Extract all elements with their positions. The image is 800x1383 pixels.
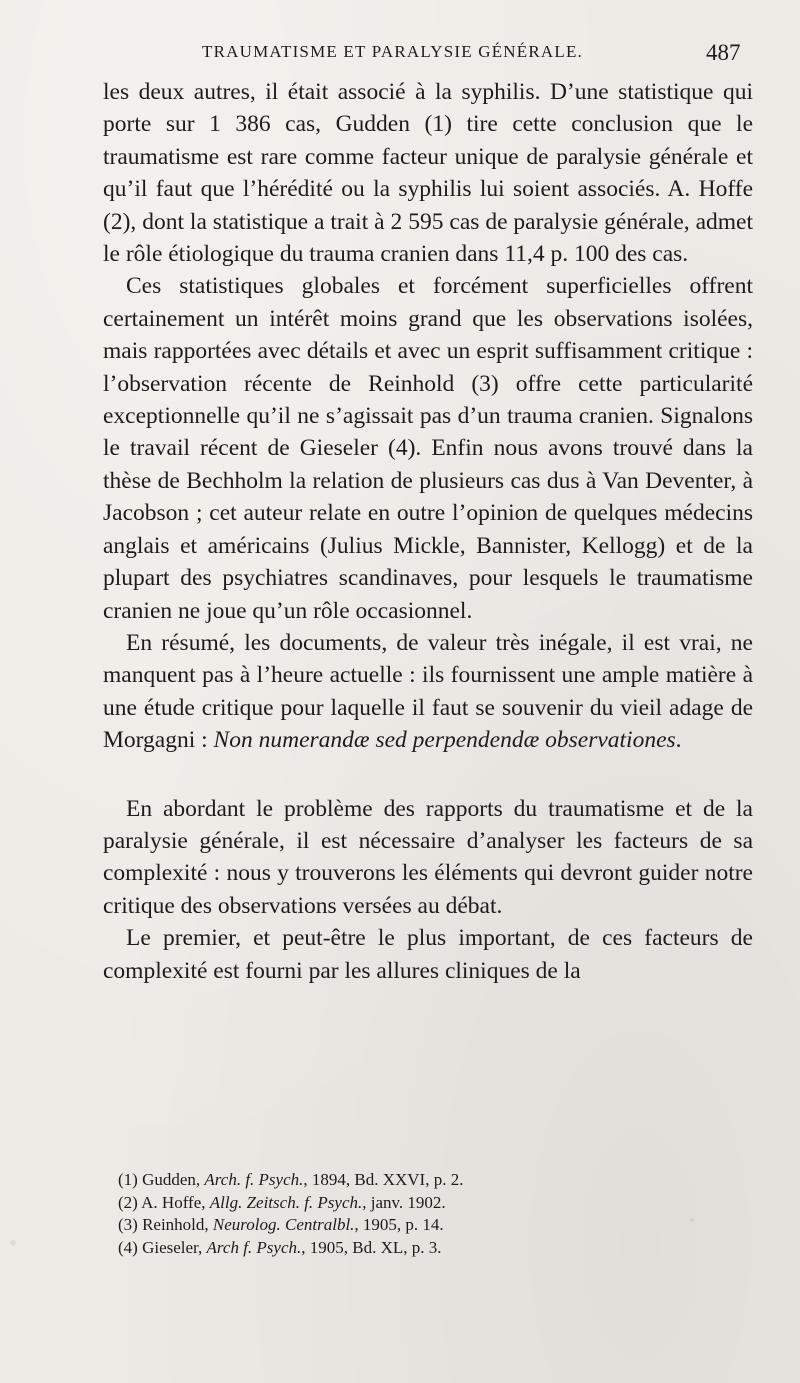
footnote-2-author: (2) A. Hoffe, (118, 1192, 210, 1212)
paper-speck (10, 1240, 16, 1246)
footnote-4 (118, 1237, 738, 1260)
paragraph-5-text: Le premier, et peut-être le plus important, de ces facteurs de complexité est fourni par les allures cliniques de la (103, 925, 753, 984)
footnote-1-ref: , 1894, Bd. XXVI, p. 2. (303, 1170, 464, 1189)
footnote-1-author: (1) Gudden, (118, 1170, 205, 1189)
page-header (0, 40, 800, 76)
footnote-4-author: (4) Gieseler, (118, 1237, 207, 1257)
paragraph-3-end: . (675, 727, 682, 754)
paragraph-2 (103, 270, 753, 626)
page-number: 487 (706, 40, 741, 65)
footnote-2 (118, 1192, 738, 1215)
footnote-3 (118, 1214, 738, 1237)
paragraph-3-text: En résumé, les documents, de valeur très inégale, il est vrai, ne manquent pas à l’heure actuelle : ils fournissent une ample matière à une étude critique pour laquelle il faut se souvenir du vieil adage de Morgagni : (103, 629, 753, 754)
footnote-2-ref: , janv. 1902. (362, 1192, 446, 1212)
footnote-2-journal: Allg. Zeitsch. f. Psych. (209, 1192, 363, 1212)
paragraph-3 (103, 627, 753, 757)
paragraph-2-text: Ces statistiques globales et forcément superficielles offrent certainement un intérêt moins grand que les observations isolées, mais rapportées avec détails et avec un esprit suffisamment critique : l’observation récente de Reinhold (3) offre cette particularité exceptionnelle qu’il ne s’agissait pas d’un trauma cranien. Signalons le travail récent de Gieseler (4). Enfin nous avons trouvé dans la thèse de Bechholm la relation de plusieurs cas dus à Van Deventer, à Jacobson ; cet auteur relate en outre l’opinion de quelques médecins anglais et américains (Julius Mickle, Bannister, Kellogg) et de la plupart des psychiatres scandinaves, pour lesquels le traumatisme cranien ne joue qu’un rôle occasionnel. (103, 273, 753, 624)
footnote-3-ref: , 1905, p. 14. (354, 1215, 444, 1234)
footnote-3-author: (3) Reinhold, (118, 1215, 213, 1234)
paragraph-5 (103, 922, 753, 987)
footnote-3-journal: Neurolog. Centralbl. (212, 1215, 355, 1234)
body-text (103, 76, 753, 987)
paragraph-4 (103, 793, 753, 923)
paragraph-1 (103, 76, 753, 270)
footnote-4-journal: Arch f. Psych. (206, 1237, 302, 1257)
footnotes (118, 1169, 738, 1259)
paragraph-4-text: En abordant le problème des rapports du traumatisme et de la paralysie générale, il est nécessaire d’analyser les facteurs de sa complexité : nous y trouverons les éléments qui devront guider notre critique des observations versées au débat. (103, 795, 753, 919)
paragraph-1-text: les deux autres, il était associé à la syphilis. D’une statistique qui porte sur 1 386 cas, Gudden (1) tire cette conclusion que le traumatisme est rare comme facteur unique de paralysie générale et qu’il faut que l’hérédité ou la syphilis lui soient associés. A. Hoffe (2), dont la statistique a trait à 2 595 cas de paralysie générale, admet le rôle étiologique du trauma cranien dans 11,4 p. 100 des cas. (103, 79, 753, 268)
latin-adage: Non numerandæ sed perpendendæ observationes (213, 727, 676, 754)
running-head: TRAUMATISME ET PARALYSIE GÉNÉRALE. (202, 42, 583, 61)
footnote-4-ref: , 1905, Bd. XL, p. 3. (301, 1237, 442, 1257)
footnote-1-journal: Arch. f. Psych. (204, 1170, 304, 1189)
footnote-1 (118, 1169, 738, 1192)
